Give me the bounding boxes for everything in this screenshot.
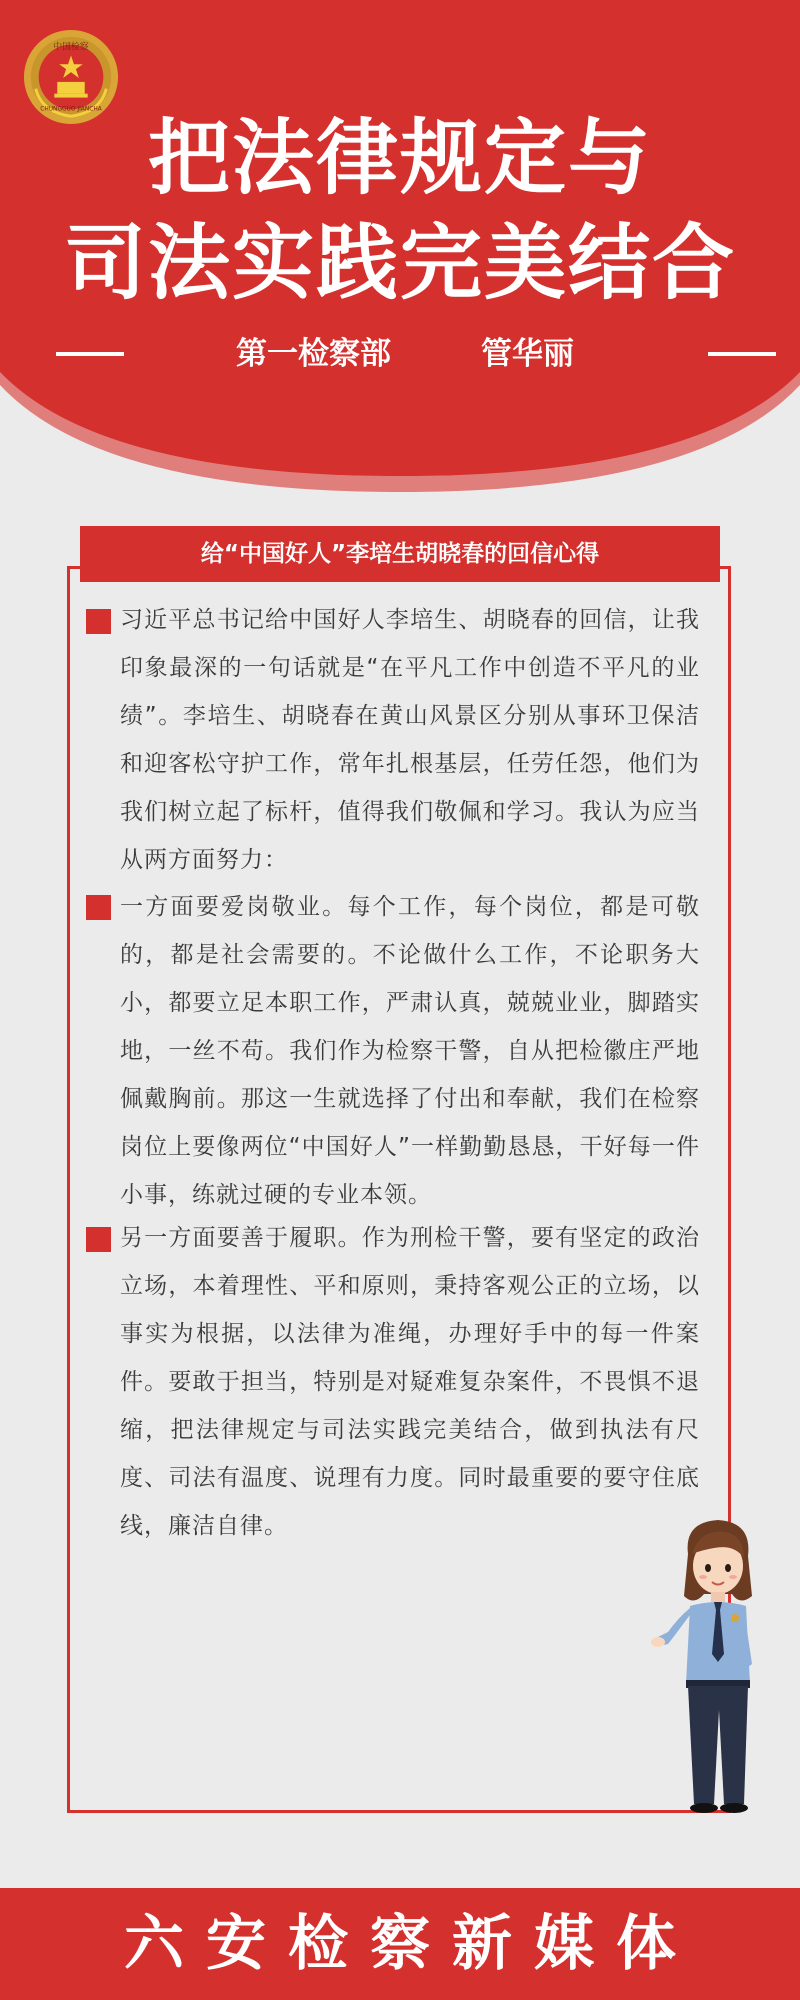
procuratorate-emblem-icon [22,28,120,126]
author-name: 管华丽 [481,336,574,372]
byline-dash-right [708,352,776,356]
red-square-bullet-icon [86,1227,111,1252]
byline [0,334,800,374]
author-department: 第一检察部 [236,336,391,372]
page-title-line-1: 把法律规定与 [147,111,652,206]
byline-dash-left [56,352,124,356]
red-square-bullet-icon [86,609,111,634]
red-square-bullet-icon [86,895,111,920]
svg-text:中国检察: 中国检察 [53,42,89,53]
article-paragraph: 另一方面要善于履职。作为刑检干警，要有坚定的政治立场，本着理性、平和原则，秉持客观公正的立场，以事实为根据，以法律为准绳，办理好手中的每一件案件。要敢于担当，特别是对疑难复杂案件，不畏惧不退缩，把法律规定与司法实践完美结合，做到执法有尺度、司法有温度、说理有力度。同时最重要的要守住底线，廉洁自律。 [120,1225,700,1539]
footer-brand: 六安检察新媒体 [124,1909,698,1979]
article-paragraph: 一方面要爱岗敬业。每个工作，每个岗位，都是可敬的，都是社会需要的。不论做什么工作，不论职务大小，都要立足本职工作，严肃认真，兢兢业业，脚踏实地，一丝不苟。我们作为检察干警，自从把检徽庄严地佩戴胸前。那这一生就选择了付出和奉献，我们在检察岗位上要像两位“中国好人”一样勤勤恳恳，干好每一件小事，练就过硬的专业本领。 [120,894,700,1208]
page-title-line-2: 司法实践完美结合 [63,216,736,311]
article-paragraph: 习近平总书记给中国好人李培生、胡晓春的回信，让我印象最深的一句话就是“在平凡工作中创造不平凡的业绩”。李培生、胡晓春在黄山风景区分别从事环卫保洁和迎客松守护工作，常年扎根基层，任劳任怨，他们为我们树立起了标杆，值得我们敬佩和学习。我认为应当从两方面努力： [120,607,700,873]
female-prosecutor-illustration [648,1514,780,1824]
article-heading: 给“中国好人”李培生胡晓春的回信心得 [80,526,720,582]
svg-text:CHUNGGUO JIANCHA: CHUNGGUO JIANCHA [40,106,102,113]
